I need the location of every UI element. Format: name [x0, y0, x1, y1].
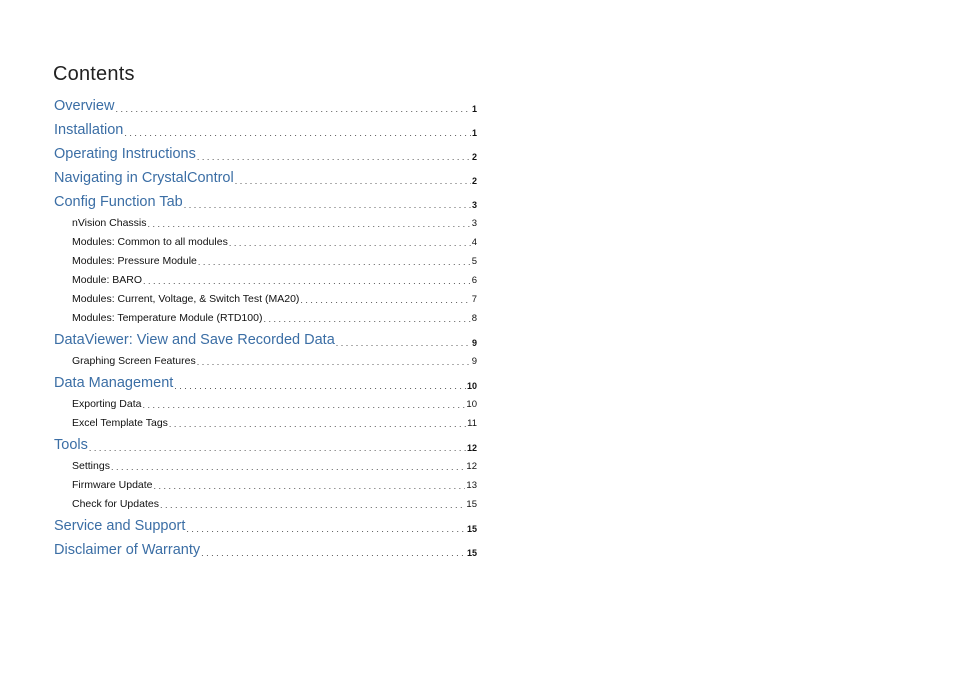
dot-leader — [142, 400, 465, 410]
toc-page-number: 3 — [471, 218, 477, 229]
toc-section-link[interactable] — [54, 90, 477, 114]
toc-entry-label: Graphing Screen Features — [72, 355, 196, 367]
toc-page-number: 12 — [466, 443, 477, 453]
toc-subsection-link[interactable] — [54, 210, 477, 229]
toc-page-number: 12 — [466, 461, 477, 472]
toc-entry-label: DataViewer: View and Save Recorded Data — [54, 332, 335, 348]
toc-entry-label: Module: BARO — [72, 274, 143, 286]
toc-entry-label: Installation — [54, 122, 124, 138]
toc-subsection-link[interactable] — [54, 248, 477, 267]
toc-subsection-link[interactable] — [54, 491, 477, 510]
toc-page-number: 2 — [471, 152, 477, 162]
toc-entry-label: Modules: Common to all modules — [72, 236, 228, 248]
toc-section-link[interactable] — [54, 367, 477, 391]
toc-entry-label: Modules: Pressure Module — [72, 255, 197, 267]
toc-page-number: 9 — [471, 356, 477, 367]
dot-leader — [174, 381, 466, 391]
dot-leader — [184, 200, 471, 210]
toc-subsection-link[interactable] — [54, 267, 477, 286]
toc-page-number: 5 — [471, 256, 477, 267]
dot-leader — [143, 276, 471, 286]
toc-entry-label: Check for Updates — [72, 498, 159, 510]
toc-section-link[interactable] — [54, 510, 477, 534]
toc-subsection-link[interactable] — [54, 410, 477, 429]
toc-subsection-link[interactable] — [54, 305, 477, 324]
toc-entry-label: nVision Chassis — [72, 217, 147, 229]
toc-subsection-link[interactable] — [54, 391, 477, 410]
toc-entry-label: Disclaimer of Warranty — [54, 542, 201, 558]
toc-subsection-link[interactable] — [54, 286, 477, 305]
dot-leader — [263, 314, 470, 324]
dot-leader — [111, 462, 465, 472]
dot-leader — [235, 176, 471, 186]
toc-entry-label: Exporting Data — [72, 398, 142, 410]
dot-leader — [89, 443, 466, 453]
toc-page-number: 8 — [471, 313, 477, 324]
dot-leader — [197, 357, 471, 367]
dot-leader — [186, 524, 466, 534]
page-title: Contents — [53, 63, 135, 86]
dot-leader — [229, 238, 471, 248]
toc-section-link[interactable] — [54, 186, 477, 210]
dot-leader — [300, 295, 470, 305]
toc-entry-label: Config Function Tab — [54, 194, 183, 210]
dot-leader — [124, 128, 471, 138]
toc-page-number: 13 — [466, 480, 477, 491]
table-of-contents — [54, 90, 477, 558]
toc-section-link[interactable] — [54, 138, 477, 162]
dot-leader — [148, 219, 471, 229]
toc-entry-label: Firmware Update — [72, 479, 153, 491]
dot-leader — [160, 500, 465, 510]
toc-section-link[interactable] — [54, 162, 477, 186]
toc-section-link[interactable] — [54, 114, 477, 138]
toc-entry-label: Navigating in CrystalControl — [54, 170, 234, 186]
toc-entry-label: Settings — [72, 460, 110, 472]
toc-section-link[interactable] — [54, 429, 477, 453]
toc-page-number: 7 — [471, 294, 477, 305]
toc-page-number: 9 — [471, 338, 477, 348]
toc-entry-label: Overview — [54, 98, 115, 114]
toc-page-number: 11 — [467, 418, 477, 429]
dot-leader — [201, 548, 466, 558]
toc-entry-label: Data Management — [54, 375, 174, 391]
toc-entry-label: Service and Support — [54, 518, 186, 534]
toc-subsection-link[interactable] — [54, 348, 477, 367]
toc-entry-label: Operating Instructions — [54, 146, 196, 162]
toc-subsection-link[interactable] — [54, 229, 477, 248]
dot-leader — [336, 338, 471, 348]
toc-page-number: 15 — [466, 548, 477, 558]
toc-page-number: 15 — [466, 499, 477, 510]
dot-leader — [169, 419, 466, 429]
dot-leader — [197, 152, 471, 162]
toc-subsection-link[interactable] — [54, 472, 477, 491]
toc-subsection-link[interactable] — [54, 453, 477, 472]
toc-page-number: 10 — [466, 381, 477, 391]
toc-page-number: 2 — [471, 176, 477, 186]
dot-leader — [154, 481, 466, 491]
toc-entry-label: Excel Template Tags — [72, 417, 168, 429]
toc-entry-label: Modules: Current, Voltage, & Switch Test (MA20) — [72, 293, 300, 305]
toc-page-number: 3 — [471, 200, 477, 210]
toc-entry-label: Tools — [54, 437, 88, 453]
toc-page-number: 15 — [466, 524, 477, 534]
toc-page-number: 1 — [471, 104, 477, 114]
toc-page-number: 10 — [466, 399, 477, 410]
toc-page-number: 4 — [471, 237, 477, 248]
dot-leader — [115, 104, 471, 114]
toc-page-number: 6 — [471, 275, 477, 286]
toc-page-number: 1 — [471, 128, 477, 138]
toc-section-link[interactable] — [54, 324, 477, 348]
toc-section-link[interactable] — [54, 534, 477, 558]
toc-entry-label: Modules: Temperature Module (RTD100) — [72, 312, 263, 324]
dot-leader — [198, 257, 471, 267]
